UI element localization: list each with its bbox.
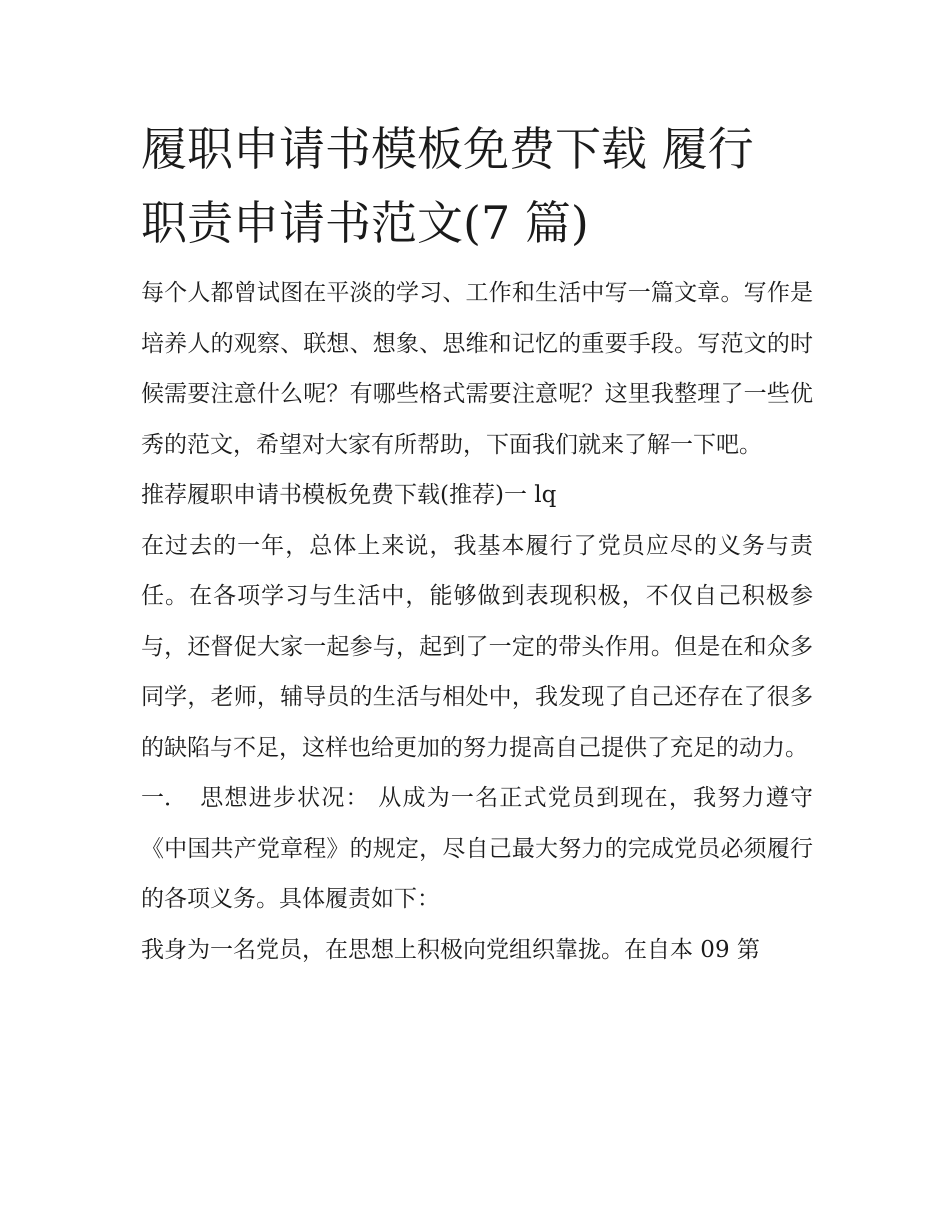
title-line-2: 职责申请书范文(7 篇) <box>141 196 589 250</box>
document-title <box>141 112 813 260</box>
section-one-paragraph <box>141 773 813 925</box>
document-content <box>141 112 813 975</box>
title-line-1: 履职申请书模板免费下载 履行 <box>141 122 754 176</box>
section-number: 一． <box>141 785 187 811</box>
intro-paragraph: 每个人都曾试图在平淡的学习、工作和生活中写一篇文章。写作是培养人的观察、联想、想象、思维和记忆的重要手段。写范文的时候需要注意什么呢？有哪些格式需要注意呢？这里我整理了一些优秀的范文，希望对大家有所帮助，下面我们就来了解一下吧。 <box>141 280 813 458</box>
recommend-heading: 推荐履职申请书模板免费下载(推荐)一 lq <box>141 482 557 508</box>
body-paragraph: 在过去的一年，总体上来说，我基本履行了党员应尽的义务与责任。在各项学习与生活中，能够做到表现积极，不仅自己积极参与，还督促大家一起参与，起到了一定的带头作用。但是在和众多同学，老师，辅导员的生活与相处中，我发现了自己还存在了很多的缺陷与不足，这样也给更加的努力提高自己提供了充足的动力。 <box>141 532 813 761</box>
section-text: 思想进步状况： 从成为一名正式党员到现在，我努力遵守《中国共产党章程》的规定，尽自己最大努力的完成党员必须履行的各项义务。具体履责如下： <box>141 785 813 912</box>
last-line: 我身为一名党员，在思想上积极向党组织靠拢。在自本 09 第 <box>141 936 760 963</box>
